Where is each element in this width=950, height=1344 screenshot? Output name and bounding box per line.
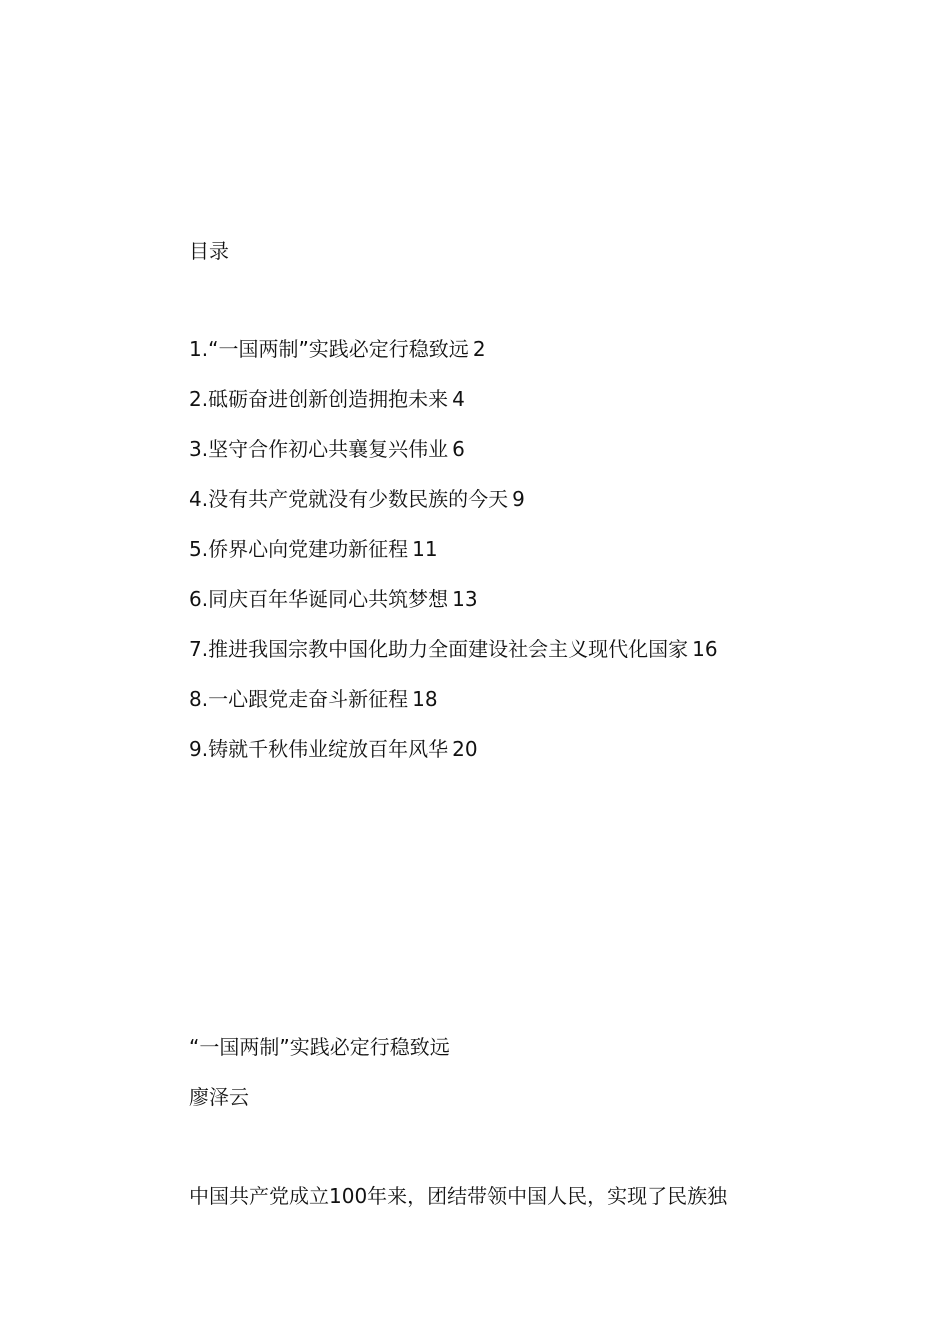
toc-entry-label: 9.铸就千秋伟业绽放百年风华 <box>189 737 449 761</box>
toc-entry[interactable] <box>189 386 718 436</box>
toc-entry[interactable] <box>189 736 718 786</box>
toc-entry-label: 4.没有共产党就没有少数民族的今天 <box>189 487 509 511</box>
toc-entry[interactable] <box>189 336 718 386</box>
toc-entry[interactable] <box>189 636 718 686</box>
toc-entry-page: 2 <box>472 337 486 361</box>
toc-entry[interactable] <box>189 486 718 536</box>
article-body-paragraph: 中国共产党成立100年来，团结带领中国人民，实现了民族独 <box>189 1184 728 1208</box>
toc-entry[interactable] <box>189 536 718 586</box>
toc-entry-page: 20 <box>452 737 478 761</box>
toc-entry[interactable] <box>189 586 718 636</box>
article-author: 廖泽云 <box>189 1085 249 1109</box>
toc-entry-page: 9 <box>512 487 525 511</box>
toc-entry-page: 6 <box>452 437 465 461</box>
toc-entry-page: 13 <box>452 587 478 611</box>
toc-entry-page: 11 <box>412 537 438 561</box>
toc-entry[interactable] <box>189 686 718 736</box>
article-title: “一国两制”实践必定行稳致远 <box>189 1035 450 1059</box>
toc-entry-label: 6.同庆百年华诞同心共筑梦想 <box>189 587 449 611</box>
toc-entry-label: 7.推进我国宗教中国化助力全面建设社会主义现代化国家 <box>189 637 689 661</box>
toc-entry-label: 1.“一国两制”实践必定行稳致远 <box>189 337 469 361</box>
toc-entry-page: 18 <box>412 687 438 711</box>
toc-entry-label: 5.侨界心向党建功新征程 <box>189 537 409 561</box>
toc-entry-label: 8.一心跟党走奋斗新征程 <box>189 687 409 711</box>
toc-entry-label: 2.砥砺奋进创新创造拥抱未来 <box>189 387 449 411</box>
toc-entry-page: 4 <box>452 387 465 411</box>
toc-entry[interactable] <box>189 436 718 486</box>
toc-entry-page: 16 <box>692 637 718 661</box>
toc-list <box>189 336 718 786</box>
toc-entry-label: 3.坚守合作初心共襄复兴伟业 <box>189 437 449 461</box>
toc-title: 目录 <box>189 239 229 263</box>
